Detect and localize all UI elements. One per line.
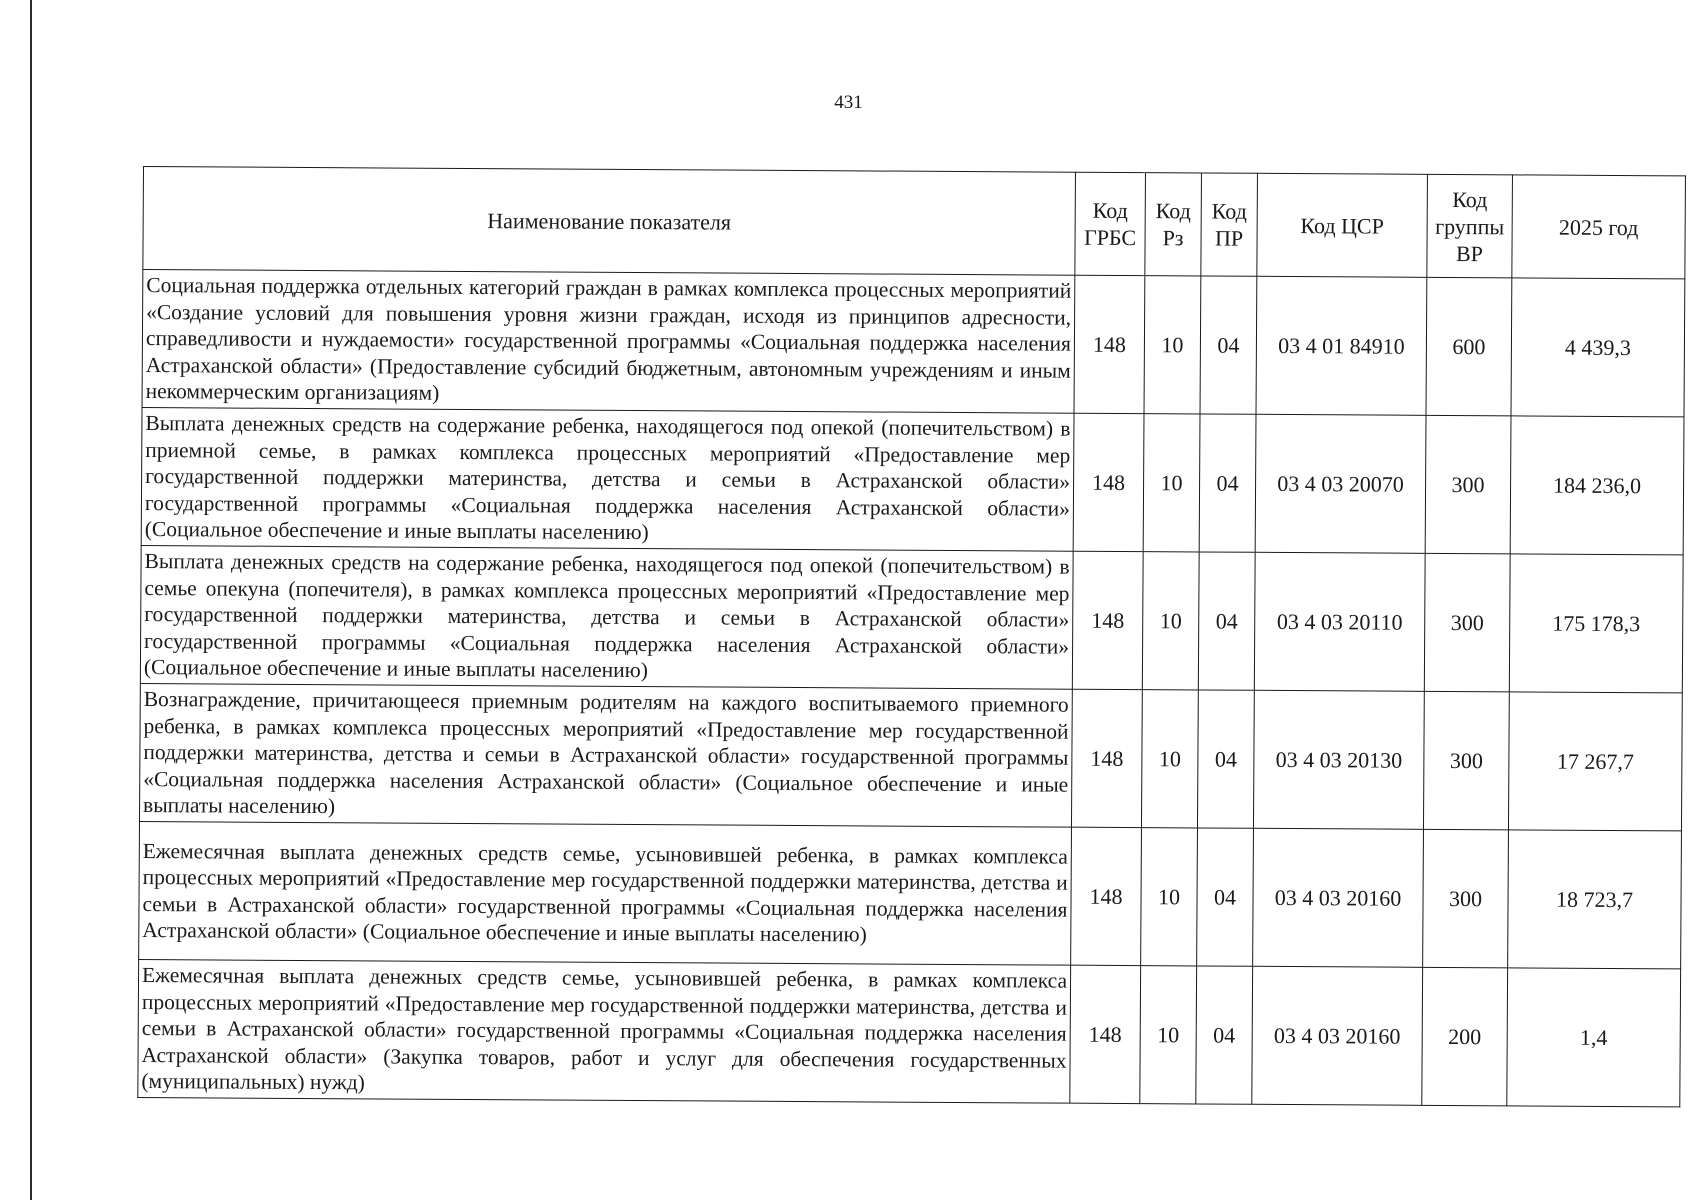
row-csr: 03 4 03 20160 [1253, 828, 1424, 967]
row-csr: 03 4 03 20160 [1252, 966, 1423, 1105]
row-csr: 03 4 03 20070 [1255, 414, 1426, 553]
header-name: Наименование показателя [143, 167, 1076, 276]
row-vr: 600 [1426, 277, 1512, 416]
row-name: Выплата денежных средств на содержание ребенка, находящегося под опекой (попечительством) в семье опекуна (попечителя), в рамках комплекса процессных мероприятий «Предоставление мер государственной поддержки материнства, детства и семьи в Астраханской области» государственной программы «Социальная поддержка населения Астраханской области» (Социальное обеспечение и иные выплаты населению) [140, 545, 1073, 689]
row-rz: 10 [1142, 552, 1199, 690]
row-name: Ежемесячная выплата денежных средств семье, усыновившей ребенка, в рамках комплекса процессных мероприятий «Предоставление мер государственной поддержки материнства, детства и семьи в Астраханской области» государственной программы «Социальная поддержка населения Астраханской области» (Социальное обеспечение и иные выплаты населению) [139, 821, 1072, 965]
row-pr: 04 [1199, 414, 1256, 552]
header-pr: Код ПР [1201, 173, 1258, 276]
table-row [139, 821, 1682, 968]
row-rz: 10 [1144, 276, 1201, 414]
row-pr: 04 [1197, 690, 1254, 828]
row-vr: 300 [1425, 415, 1511, 554]
row-csr: 03 4 03 20110 [1254, 552, 1425, 691]
table-row [140, 545, 1683, 692]
row-pr: 04 [1198, 552, 1255, 690]
row-vr: 300 [1423, 829, 1509, 968]
row-amount: 17 267,7 [1508, 692, 1682, 831]
header-year: 2025 год [1512, 175, 1686, 279]
row-grbs: 148 [1071, 827, 1142, 965]
row-rz: 10 [1141, 828, 1198, 966]
row-pr: 04 [1197, 828, 1254, 966]
row-rz: 10 [1143, 414, 1200, 552]
row-grbs: 148 [1071, 689, 1142, 827]
row-pr: 04 [1200, 276, 1257, 414]
row-csr: 03 4 03 20130 [1253, 690, 1424, 829]
row-amount: 4 439,3 [1511, 278, 1685, 417]
header-csr: Код ЦСР [1257, 173, 1428, 277]
row-rz: 10 [1140, 966, 1197, 1104]
row-name: Выплата денежных средств на содержание ребенка, находящегося под опекой (попечительством) в приемной семье, в рамках комплекса процессных мероприятий «Предоставление мер государственной поддержки материнства, детства и семьи в Астраханской области» государственной программы «Социальная поддержка населения Астраханской области» (Социальное обеспечение и иные выплаты населению) [141, 407, 1074, 551]
row-vr: 200 [1422, 967, 1508, 1106]
table-row [142, 270, 1685, 417]
table-row [138, 959, 1681, 1106]
binding-line [30, 0, 32, 1200]
row-name: Социальная поддержка отдельных категорий граждан в рамках комплекса процессных мероприятий «Создание условий для повышения уровня жизни граждан, исходя из принципов адресности, справедливости и нуждаемости» государственной программы «Социальная поддержка населения Астраханской области» (Предоставление субсидий бюджетным, автономным учреждениям и иным некоммерческим организациям) [142, 270, 1075, 414]
row-pr: 04 [1196, 966, 1253, 1104]
budget-table [137, 166, 1686, 1107]
header-vr: Код группы ВР [1427, 174, 1513, 278]
table-row [141, 407, 1684, 554]
row-vr: 300 [1423, 691, 1509, 830]
row-name: Ежемесячная выплата денежных средств семье, усыновившей ребенка, в рамках комплекса процессных мероприятий «Предоставление мер государственной поддержки материнства, детства и семьи в Астраханской области» государственной программы «Социальная поддержка населения Астраханской области» (Закупка товаров, работ и услуг для обеспечения государственных (муниципальных) нужд) [138, 959, 1071, 1103]
row-grbs: 148 [1070, 965, 1141, 1103]
row-grbs: 148 [1073, 413, 1144, 551]
row-amount: 184 236,0 [1510, 416, 1684, 555]
table-row [139, 683, 1682, 830]
row-amount: 175 178,3 [1509, 554, 1683, 693]
row-amount: 1,4 [1507, 968, 1681, 1107]
row-vr: 300 [1424, 553, 1510, 692]
row-grbs: 148 [1074, 275, 1145, 413]
header-grbs: Код ГРБС [1075, 172, 1146, 275]
header-rz: Код Рз [1145, 173, 1202, 276]
row-rz: 10 [1141, 690, 1198, 828]
row-csr: 03 4 01 84910 [1256, 276, 1427, 415]
page-number: 431 [834, 92, 863, 113]
row-grbs: 148 [1072, 551, 1143, 689]
table-header-row [143, 167, 1686, 279]
row-amount: 18 723,7 [1508, 830, 1682, 969]
row-name: Вознаграждение, причитающееся приемным родителям на каждого воспитываемого приемного ребенка, в рамках комплекса процессных мероприятий «Предоставление мер государственной поддержки материнства, детства и семьи в Астраханской области» государственной программы «Социальная поддержка населения Астраханской области» (Социальное обеспечение и иные выплаты населению) [139, 683, 1072, 827]
